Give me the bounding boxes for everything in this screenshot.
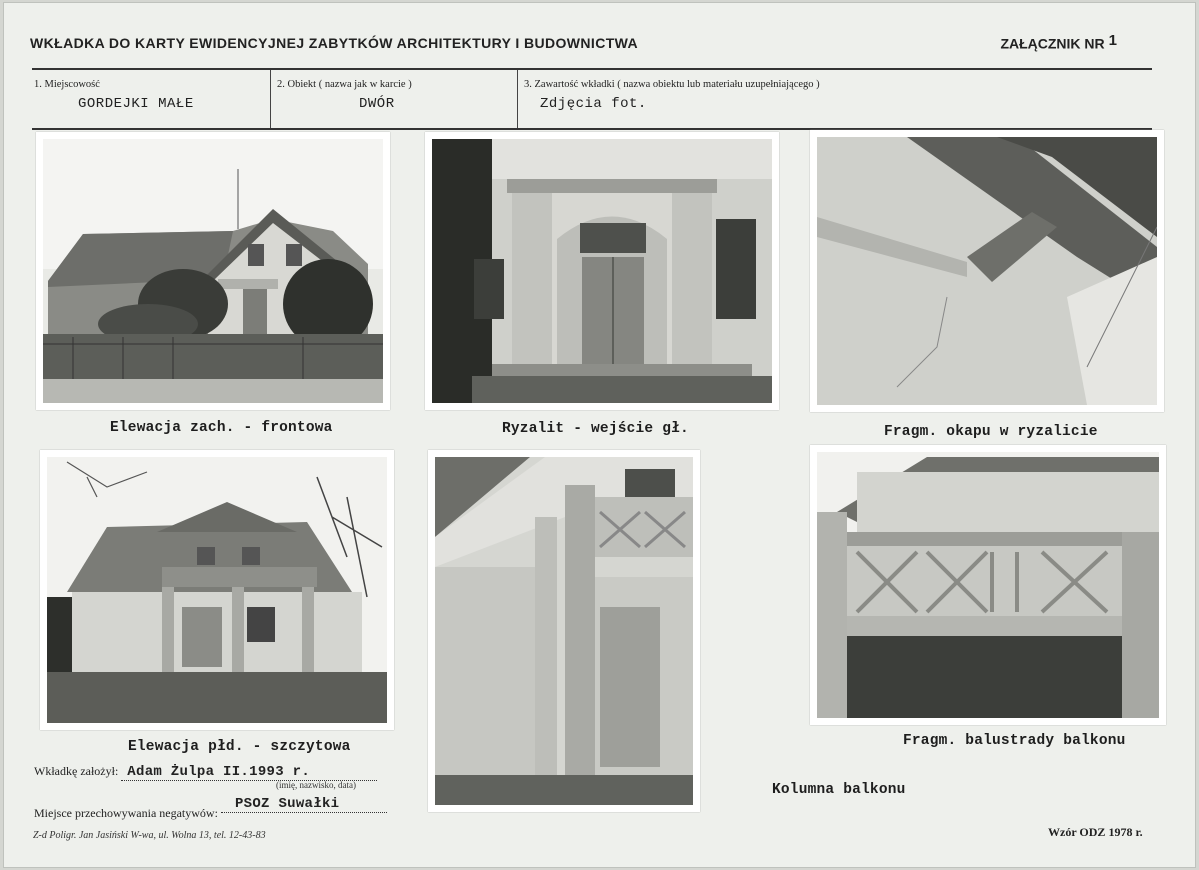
object-value: DWÓR bbox=[359, 96, 395, 112]
photo-balcony-column bbox=[428, 450, 700, 812]
founder-value: Adam Żulpa II.1993 r. bbox=[121, 764, 377, 781]
annex-label bbox=[1000, 30, 1117, 52]
founder-line bbox=[34, 764, 377, 781]
locality-field bbox=[32, 70, 270, 128]
photo-west-elevation bbox=[36, 132, 390, 410]
house-front-photo bbox=[43, 139, 383, 403]
document-title: WKŁADKA DO KARTY EWIDENCYJNEJ ZABYTKÓW ARCHITEKTURY I BUDOWNICTWA bbox=[30, 35, 639, 51]
storage-label: Miejsce przechowywania negatywów: bbox=[34, 806, 218, 820]
gable-photo bbox=[47, 457, 387, 723]
photo-eaves-fragment bbox=[810, 130, 1164, 412]
object-label: 2. Obiekt ( nazwa jak w karcie ) bbox=[277, 79, 412, 90]
object-field bbox=[270, 70, 518, 128]
form-pattern-id: Wzór ODZ 1978 r. bbox=[1048, 825, 1143, 839]
printer-imprint: Z-d Poligr. Jan Jasiński W-wa, ul. Wolna 13, tel. 12-43-83 bbox=[33, 830, 266, 841]
locality-label: 1. Miejscowość bbox=[34, 79, 100, 90]
storage-value: PSOZ Suwałki bbox=[221, 796, 387, 813]
form-fields-row bbox=[32, 68, 1152, 130]
contents-field bbox=[517, 70, 1153, 128]
locality-value: GORDEJKI MAŁE bbox=[78, 96, 194, 112]
founder-label: Wkładkę założył: bbox=[34, 764, 119, 778]
caption-balcony-column: Kolumna balkonu bbox=[772, 782, 906, 798]
photo-balustrade-fragment bbox=[810, 445, 1166, 725]
caption-west-elevation: Elewacja zach. - frontowa bbox=[110, 420, 333, 436]
photo-south-elevation bbox=[40, 450, 394, 730]
balustrade-photo bbox=[817, 452, 1159, 718]
annex-text: ZAŁĄCZNIK NR bbox=[1000, 35, 1105, 52]
column-photo bbox=[435, 457, 693, 805]
entrance-photo bbox=[432, 139, 772, 403]
caption-balustrade-fragment: Fragm. balustrady balkonu bbox=[903, 733, 1126, 749]
contents-label: 3. Zawartość wkładki ( nazwa obiektu lub materiału uzupełniającego ) bbox=[524, 79, 820, 90]
photo-main-entrance bbox=[425, 132, 779, 410]
contents-value: Zdjęcia fot. bbox=[540, 96, 647, 112]
storage-line bbox=[34, 796, 387, 820]
founder-note: (imię, nazwisko, data) bbox=[276, 780, 356, 790]
caption-main-entrance: Ryzalit - wejście gł. bbox=[502, 421, 689, 437]
annex-number: 1 bbox=[1108, 32, 1117, 49]
caption-eaves-fragment: Fragm. okapu w ryzalicie bbox=[884, 424, 1098, 440]
eaves-photo bbox=[817, 137, 1157, 405]
caption-south-elevation: Elewacja płd. - szczytowa bbox=[128, 739, 351, 755]
